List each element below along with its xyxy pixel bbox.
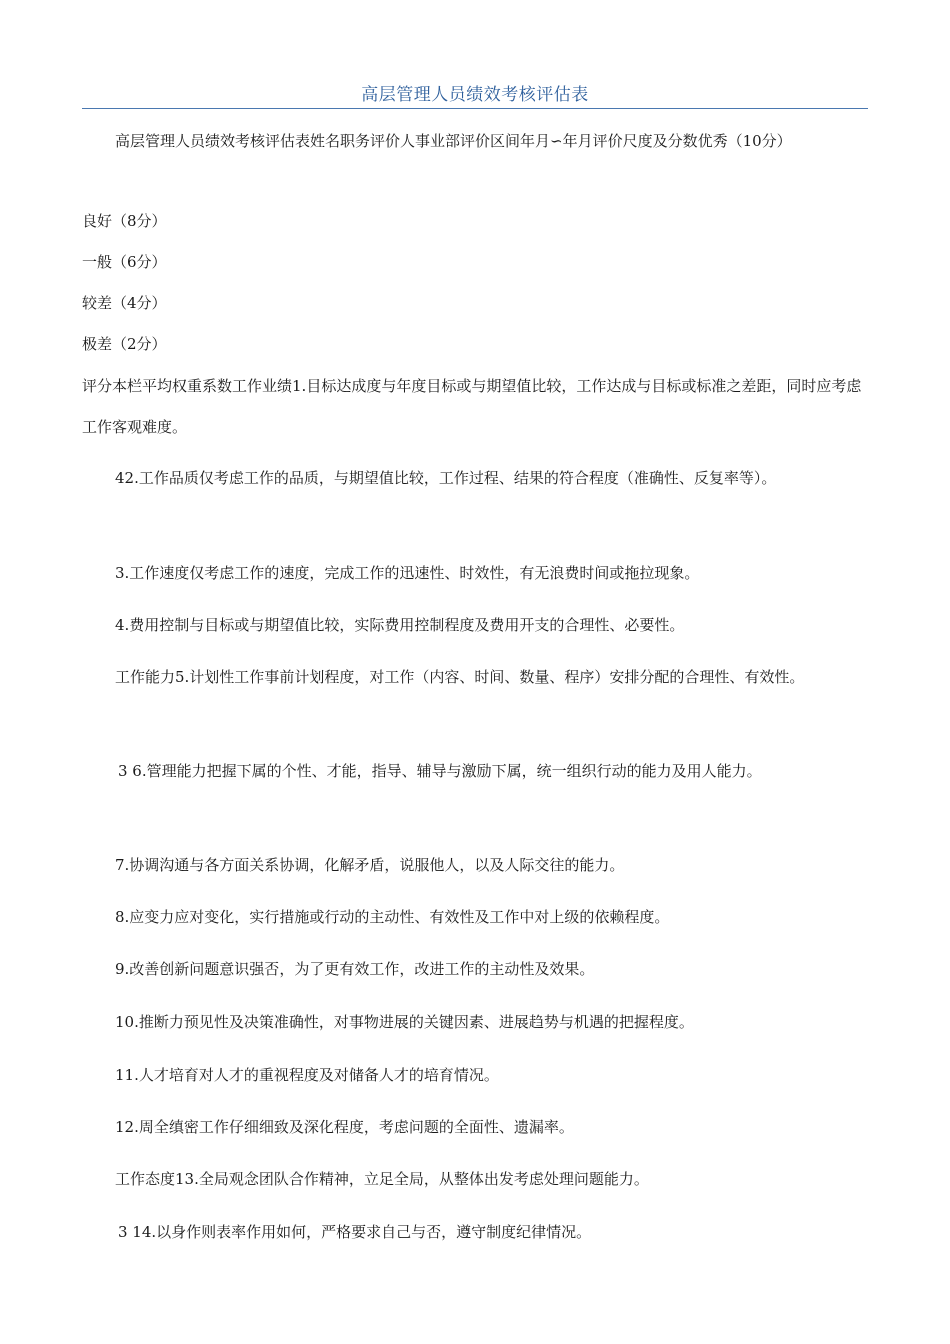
page-title: 高层管理人员绩效考核评估表 (361, 85, 589, 105)
paragraph-item-10: 10.推断力预见性及决策准确性，对事物进展的关键因素、进展趋势与机遇的把握程度。 (115, 1013, 694, 1031)
paragraph-score-average: 一般（6分） (82, 253, 167, 271)
paragraph-item-4: 4.费用控制与目标或与期望值比较，实际费用控制程度及费用开支的合理性、必要性。 (115, 616, 685, 634)
paragraph-item-2: 42.工作品质仅考虑工作的品质，与期望值比较，工作过程、结果的符合程度（准确性、反复率等）。 (115, 469, 777, 487)
paragraph-item-11: 11.人才培育对人才的重视程度及对储备人才的培育情况。 (115, 1066, 499, 1084)
paragraph-item-3: 3.工作速度仅考虑工作的速度，完成工作的迅速性、时效性，有无浪费时间或拖拉现象。 (115, 564, 700, 582)
paragraph-score-very-poor: 极差（2分） (82, 335, 167, 353)
paragraph-item-12: 12.周全缜密工作仔细细致及深化程度，考虑问题的全面性、遗漏率。 (115, 1118, 574, 1136)
paragraph-score-poor: 较差（4分） (82, 294, 167, 312)
paragraph-item-9: 9.改善创新问题意识强否，为了更有效工作，改进工作的主动性及效果。 (115, 960, 595, 978)
paragraph-item-5: 工作能力5.计划性工作事前计划程度，对工作（内容、时间、数量、程序）安排分配的合理性、有效性。 (115, 668, 805, 686)
paragraph-item-7: 7.协调沟通与各方面关系协调，化解矛盾，说服他人，以及人际交往的能力。 (115, 856, 625, 874)
title-divider (82, 108, 868, 109)
paragraph-item-8: 8.应变力应对变化，实行措施或行动的主动性、有效性及工作中对上级的依赖程度。 (115, 908, 670, 926)
paragraph-item-1: 评分本栏平均权重系数工作业绩1.目标达成度与年度目标或与期望值比较，工作达成与目标或标准之差距，同时应考虑工作客观难度。 (82, 377, 862, 436)
paragraph-intro: 高层管理人员绩效考核评估表姓名职务评价人事业部评价区间年月∽年月评价尺度及分数优秀（10分） (115, 132, 792, 150)
paragraph-item-13: 工作态度13.全局观念团队合作精神，立足全局，从整体出发考虑处理问题能力。 (115, 1170, 649, 1188)
paragraph-item-14: 3 14.以身作则表率作用如何，严格要求自己与否，遵守制度纪律情况。 (118, 1223, 592, 1241)
paragraph-score-good: 良好（8分） (82, 212, 167, 230)
paragraph-item-6: 3 6.管理能力把握下属的个性、才能，指导、辅导与激励下属，统一组织行动的能力及用人能力。 (118, 762, 762, 780)
